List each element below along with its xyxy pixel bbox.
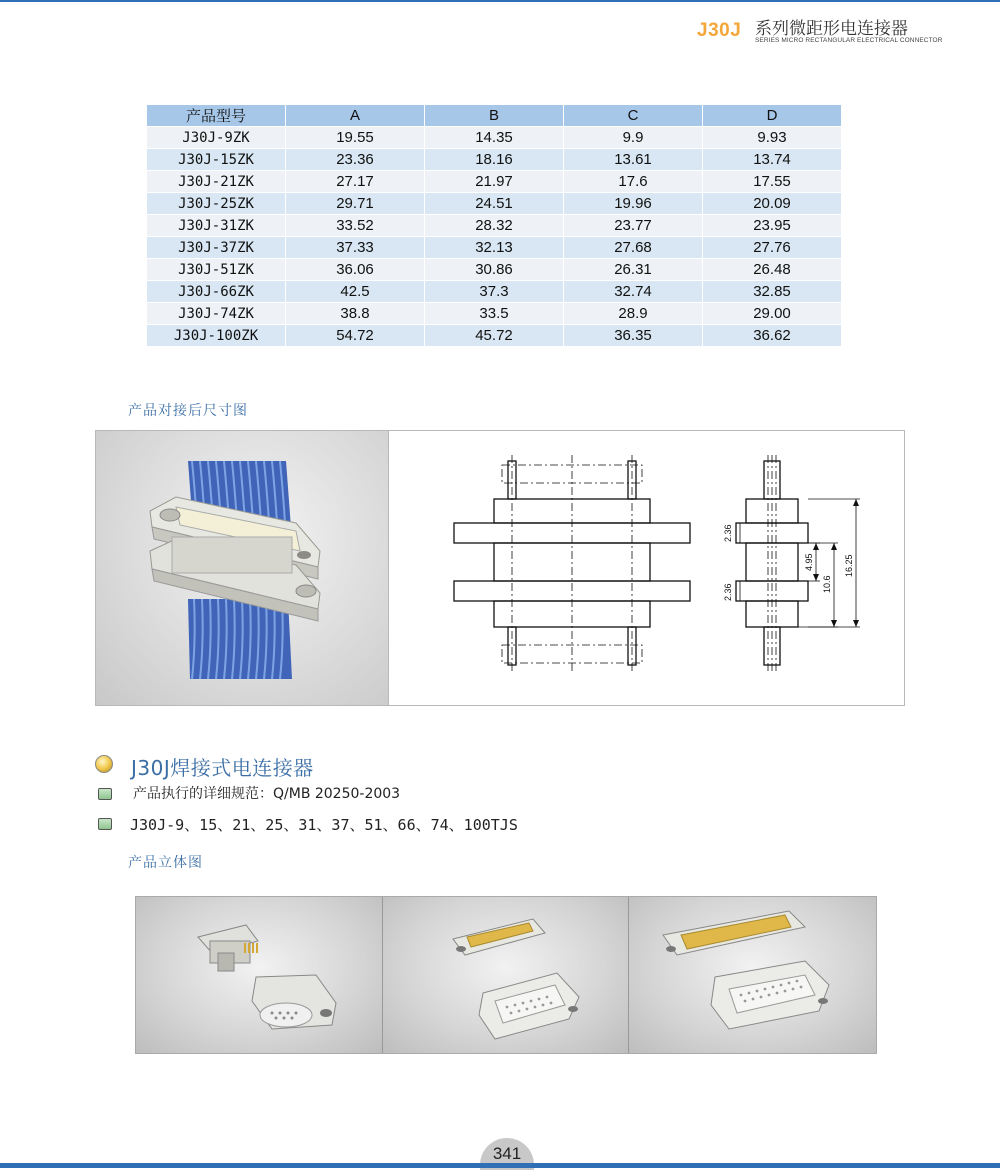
model-cell: J30J-51ZK bbox=[147, 259, 286, 281]
value-cell: 17.6 bbox=[564, 171, 703, 193]
page-number: 341 bbox=[480, 1138, 534, 1170]
circle-bullet-icon bbox=[95, 755, 113, 773]
column-header: B bbox=[425, 105, 564, 127]
value-cell: 23.77 bbox=[564, 215, 703, 237]
model-cell: J30J-37ZK bbox=[147, 237, 286, 259]
header-series-code: J30J bbox=[697, 20, 742, 41]
table-row bbox=[147, 259, 842, 281]
value-cell: 27.68 bbox=[564, 237, 703, 259]
value-cell: 19.55 bbox=[286, 127, 425, 149]
column-header: 产品型号 bbox=[147, 105, 286, 127]
value-cell: 29.71 bbox=[286, 193, 425, 215]
table-row bbox=[147, 171, 842, 193]
value-cell: 29.00 bbox=[703, 303, 842, 325]
value-cell: 32.74 bbox=[564, 281, 703, 303]
mated-connector-photo bbox=[96, 431, 389, 705]
square-bullet-icon bbox=[98, 818, 112, 830]
value-cell: 30.86 bbox=[425, 259, 564, 281]
side-view bbox=[736, 455, 860, 673]
value-cell: 27.17 bbox=[286, 171, 425, 193]
value-cell: 23.36 bbox=[286, 149, 425, 171]
value-cell: 38.8 bbox=[286, 303, 425, 325]
value-cell: 33.52 bbox=[286, 215, 425, 237]
photo-caption: 产品立体图 bbox=[128, 855, 203, 871]
section-title: J30J焊接式电连接器 bbox=[131, 756, 314, 780]
value-cell: 28.9 bbox=[564, 303, 703, 325]
model-cell: J30J-66ZK bbox=[147, 281, 286, 303]
value-cell: 36.62 bbox=[703, 325, 842, 347]
value-cell: 32.85 bbox=[703, 281, 842, 303]
value-cell: 42.5 bbox=[286, 281, 425, 303]
product-photo-2 bbox=[383, 897, 629, 1053]
value-cell: 9.93 bbox=[703, 127, 842, 149]
table-row bbox=[147, 149, 842, 171]
dim-label: 10.6 bbox=[822, 575, 832, 593]
value-cell: 21.97 bbox=[425, 171, 564, 193]
table-row bbox=[147, 215, 842, 237]
value-cell: 28.32 bbox=[425, 215, 564, 237]
model-cell: J30J-21ZK bbox=[147, 171, 286, 193]
value-cell: 23.95 bbox=[703, 215, 842, 237]
value-cell: 13.74 bbox=[703, 149, 842, 171]
bottom-rule bbox=[0, 1163, 1000, 1168]
dim-label: 16.25 bbox=[844, 554, 854, 577]
model-cell: J30J-74ZK bbox=[147, 303, 286, 325]
value-cell: 32.13 bbox=[425, 237, 564, 259]
dim-label: 4.95 bbox=[804, 553, 814, 571]
front-view bbox=[454, 455, 690, 673]
mated-dimension-caption: 产品对接后尺寸图 bbox=[128, 403, 248, 419]
model-cell: J30J-9ZK bbox=[147, 127, 286, 149]
column-header: D bbox=[703, 105, 842, 127]
model-cell: J30J-100ZK bbox=[147, 325, 286, 347]
value-cell: 36.06 bbox=[286, 259, 425, 281]
value-cell: 9.9 bbox=[564, 127, 703, 149]
table-row bbox=[147, 281, 842, 303]
models-line: J30J-9、15、21、25、31、37、51、66、74、100TJS bbox=[130, 816, 518, 834]
value-cell: 37.3 bbox=[425, 281, 564, 303]
product-photo-strip bbox=[135, 896, 877, 1054]
dimension-table bbox=[146, 104, 842, 347]
dim-label: 2.36 bbox=[723, 524, 733, 542]
value-cell: 54.72 bbox=[286, 325, 425, 347]
value-cell: 24.51 bbox=[425, 193, 564, 215]
table-row bbox=[147, 127, 842, 149]
model-cell: J30J-31ZK bbox=[147, 215, 286, 237]
value-cell: 33.5 bbox=[425, 303, 564, 325]
spec-line: 产品执行的详细规范：Q/MB 20250-2003 bbox=[133, 786, 401, 802]
header-subtitle: SERIES MICRO RECTANGULAR ELECTRICAL CONNECTOR bbox=[755, 37, 943, 44]
table-row bbox=[147, 193, 842, 215]
mated-figure-panel bbox=[95, 430, 905, 706]
table-row bbox=[147, 325, 842, 347]
table-row bbox=[147, 237, 842, 259]
value-cell: 20.09 bbox=[703, 193, 842, 215]
product-photo-3 bbox=[629, 897, 876, 1053]
top-rule bbox=[0, 0, 1000, 2]
model-cell: J30J-25ZK bbox=[147, 193, 286, 215]
value-cell: 45.72 bbox=[425, 325, 564, 347]
value-cell: 17.55 bbox=[703, 171, 842, 193]
column-header: C bbox=[564, 105, 703, 127]
model-cell: J30J-15ZK bbox=[147, 149, 286, 171]
value-cell: 26.31 bbox=[564, 259, 703, 281]
table-header-row bbox=[147, 105, 842, 127]
value-cell: 36.35 bbox=[564, 325, 703, 347]
mated-dimension-drawing bbox=[390, 431, 904, 705]
value-cell: 14.35 bbox=[425, 127, 564, 149]
product-photo-1 bbox=[136, 897, 383, 1053]
header-title: 系列微距形电连接器 bbox=[755, 19, 908, 39]
value-cell: 27.76 bbox=[703, 237, 842, 259]
square-bullet-icon bbox=[98, 788, 112, 800]
value-cell: 19.96 bbox=[564, 193, 703, 215]
value-cell: 37.33 bbox=[286, 237, 425, 259]
column-header: A bbox=[286, 105, 425, 127]
table-row bbox=[147, 303, 842, 325]
value-cell: 13.61 bbox=[564, 149, 703, 171]
dim-label: 2.36 bbox=[723, 583, 733, 601]
value-cell: 26.48 bbox=[703, 259, 842, 281]
value-cell: 18.16 bbox=[425, 149, 564, 171]
